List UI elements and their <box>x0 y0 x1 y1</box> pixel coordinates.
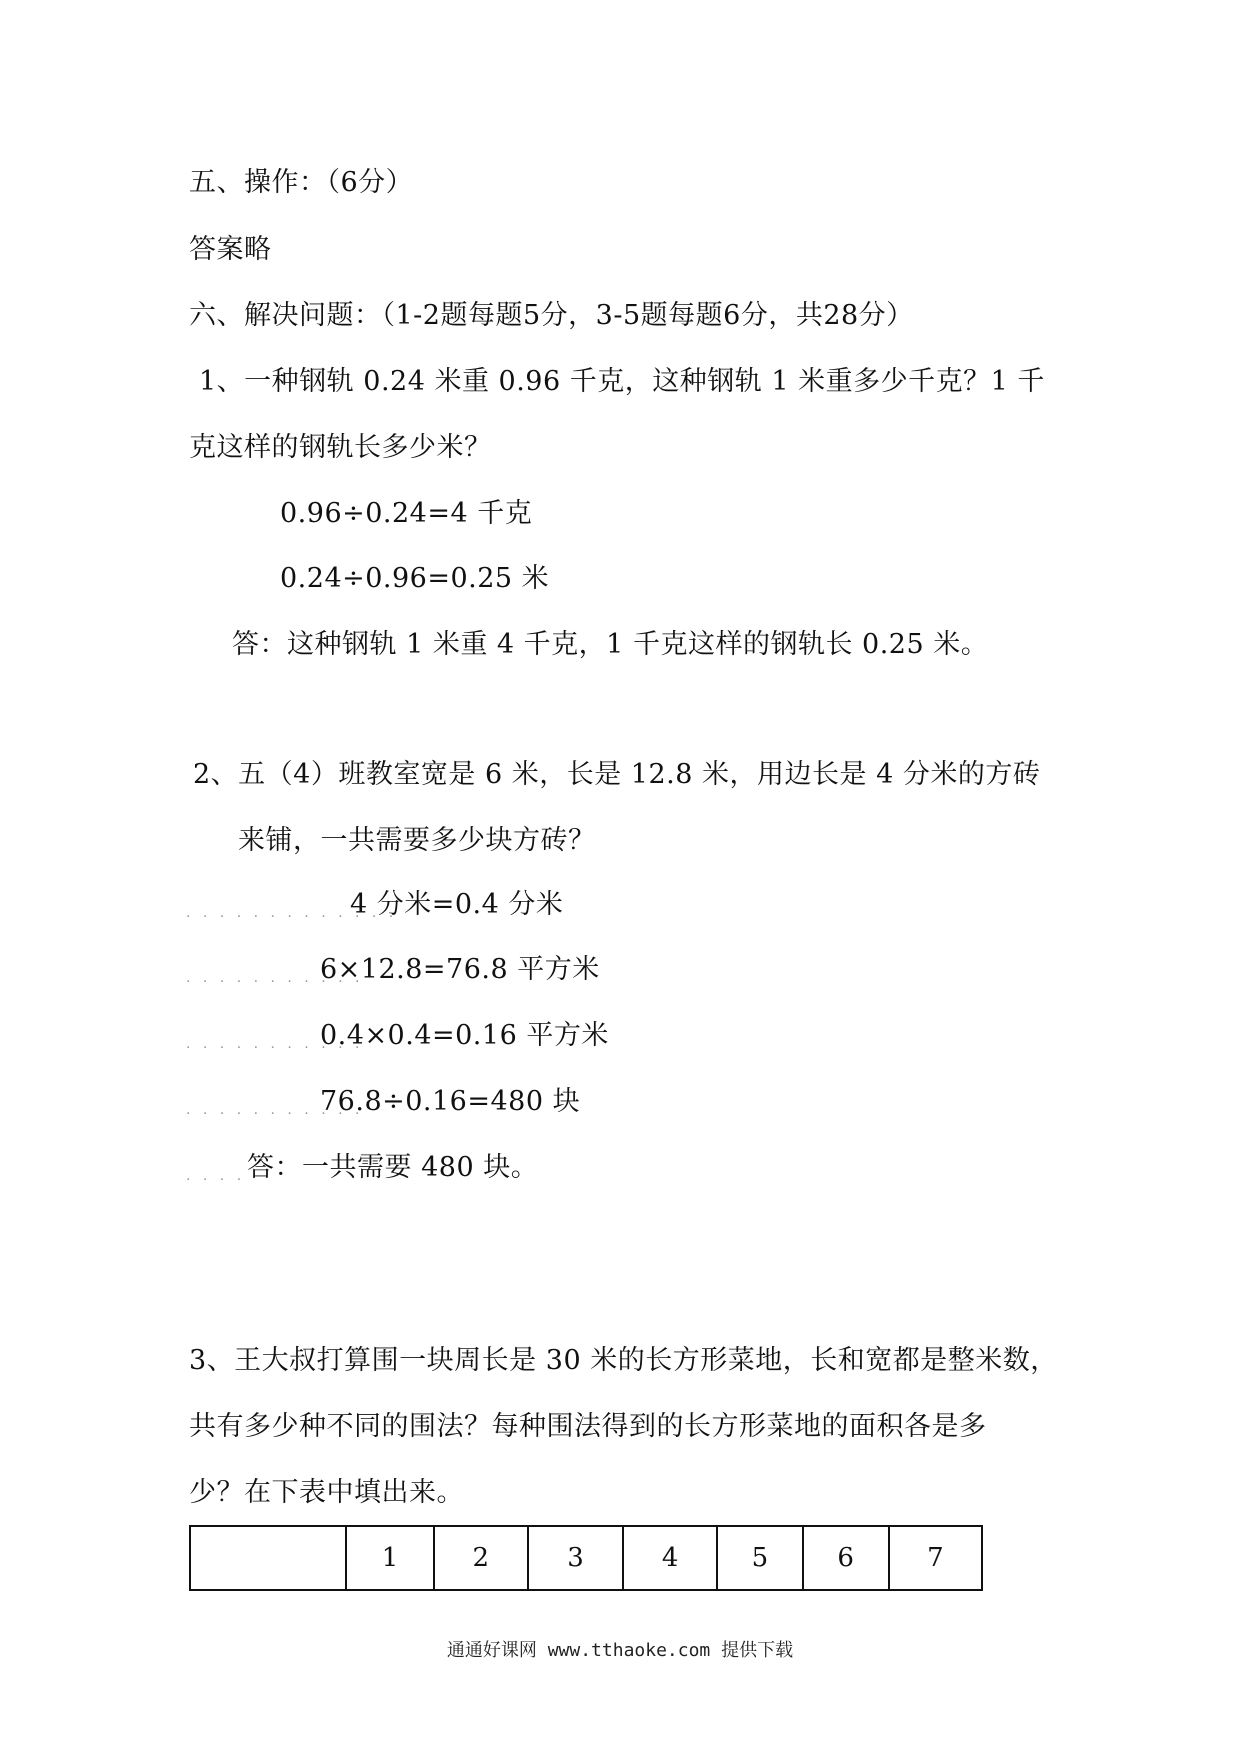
leader-dots: . . . . <box>186 1168 246 1184</box>
q2-calc-4: 76.8÷0.16=480 块 <box>320 1086 581 1117</box>
section6-heading: 六、解决问题：（1-2题每题5分，3-5题每题6分，共28分） <box>189 300 914 331</box>
table-cell: 7 <box>889 1526 982 1590</box>
q1-answer: 答：这种钢轨 1 米重 4 千克，1 千克这样的钢轨长 0.25 米。 <box>232 629 989 660</box>
answer-table <box>189 1525 983 1591</box>
leader-dots: . . . . . . . . . . . <box>186 970 364 986</box>
q3-text-line3: 少？在下表中填出来。 <box>189 1477 464 1508</box>
q1-text-line1: 1、一种钢轨 0.24 米重 0.96 千克，这种钢轨 1 米重多少千克？1 千 <box>199 366 1045 397</box>
q3-text-line2: 共有多少种不同的围法？每种围法得到的长方形菜地的面积各是多 <box>189 1411 987 1442</box>
table-cell <box>190 1526 346 1590</box>
q1-calc-1: 0.96÷0.24=4 千克 <box>280 498 533 529</box>
q2-answer: 答：一共需要 480 块。 <box>247 1152 539 1183</box>
table-cell: 1 <box>346 1526 433 1590</box>
q2-text-line2: 来铺，一共需要多少块方砖？ <box>238 825 596 856</box>
table-cell: 6 <box>803 1526 889 1590</box>
section5-heading: 五、操作：（6分） <box>189 167 414 198</box>
table-cell: 2 <box>434 1526 528 1590</box>
table-row <box>190 1526 982 1590</box>
q1-calc-2: 0.24÷0.96=0.25 米 <box>280 563 550 594</box>
footer-credit: 通通好课网 www.tthaoke.com 提供下载 <box>446 1640 794 1661</box>
table-cell: 4 <box>623 1526 717 1590</box>
leader-dots: . . . . . . . . . . . <box>186 1036 364 1052</box>
leader-dots: . . . . . . . . . . . . . <box>186 905 398 921</box>
section5-answer: 答案略 <box>189 234 272 265</box>
q3-text-line1: 3、王大叔打算围一块周长是 30 米的长方形菜地，长和宽都是整米数， <box>189 1345 1058 1376</box>
q2-calc-1: 4 分米=0.4 分米 <box>350 889 564 920</box>
q2-text-line1: 2、五（4）班教室宽是 6 米，长是 12.8 米，用边长是 4 分米的方砖 <box>193 759 1041 790</box>
q1-text-line2: 克这样的钢轨长多少米？ <box>189 432 492 463</box>
table-cell: 5 <box>717 1526 802 1590</box>
leader-dots: . . . . . . . . . . . <box>186 1102 364 1118</box>
table-cell: 3 <box>528 1526 623 1590</box>
q2-calc-3: 0.4×0.4=0.16 平方米 <box>320 1020 609 1051</box>
q2-calc-2: 6×12.8=76.8 平方米 <box>320 954 600 985</box>
